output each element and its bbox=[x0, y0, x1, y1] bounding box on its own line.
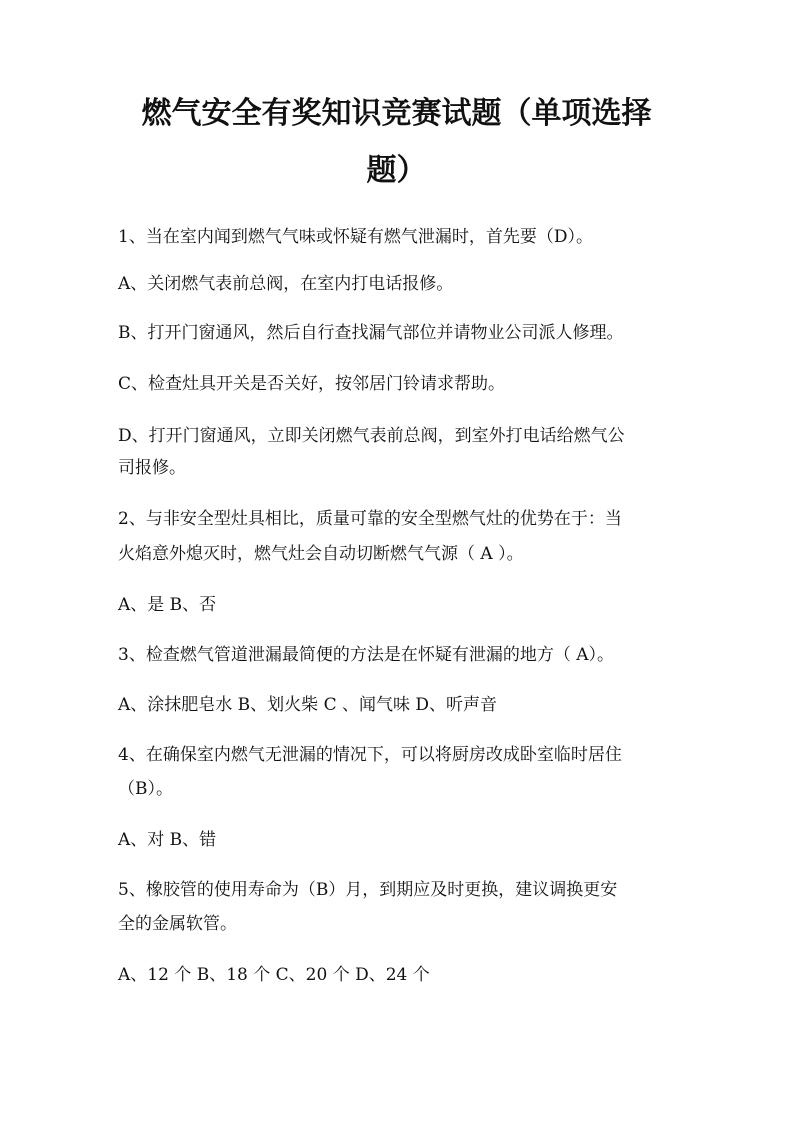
document-title-line2: 题） bbox=[366, 153, 427, 188]
question-1-option-d-cont: 司报修。 bbox=[118, 458, 186, 478]
document-title-line1: 燃气安全有奖知识竞赛试题（单项选择 bbox=[141, 96, 652, 131]
question-1-text: 1、当在室内闻到燃气气味或怀疑有燃气泄漏时，首先要（D）。 bbox=[118, 227, 593, 247]
question-5-options: A、12 个 B、18 个 C、20 个 D、24 个 bbox=[118, 965, 430, 985]
question-2-text-cont: 火焰意外熄灭时，燃气灶会自动切断燃气气源（ A ）。 bbox=[118, 544, 524, 564]
question-1-option-d: D、打开门窗通风，立即关闭燃气表前总阀，到室外打电话给燃气公 bbox=[118, 426, 625, 446]
question-3-text: 3、检查燃气管道泄漏最简便的方法是在怀疑有泄漏的地方（ A）。 bbox=[118, 645, 614, 665]
question-5-text: 5、橡胶管的使用寿命为（B）月，到期应及时更换，建议调换更安 bbox=[118, 880, 618, 900]
question-2-text: 2、与非安全型灶具相比，质量可靠的安全型燃气灶的优势在于：当 bbox=[118, 509, 622, 529]
question-1-option-b: B、打开门窗通风，然后自行查找漏气部位并请物业公司派人修理。 bbox=[118, 323, 624, 343]
question-4-text-cont: （B）。 bbox=[118, 779, 173, 799]
question-5-text-cont: 全的金属软管。 bbox=[118, 914, 237, 934]
question-2-options: A、是 B、否 bbox=[118, 595, 217, 615]
question-3-options: A、涂抹肥皂水 B、划火柴 C 、闻气味 D、听声音 bbox=[118, 695, 498, 715]
question-4-options: A、对 B、错 bbox=[118, 830, 217, 850]
question-1-option-a: A、关闭燃气表前总阀，在室内打电话报修。 bbox=[118, 274, 454, 294]
question-4-text: 4、在确保室内燃气无泄漏的情况下，可以将厨房改成卧室临时居住 bbox=[118, 745, 622, 765]
question-1-option-c: C、检查灶具开关是否关好，按邻居门铃请求帮助。 bbox=[118, 374, 506, 394]
